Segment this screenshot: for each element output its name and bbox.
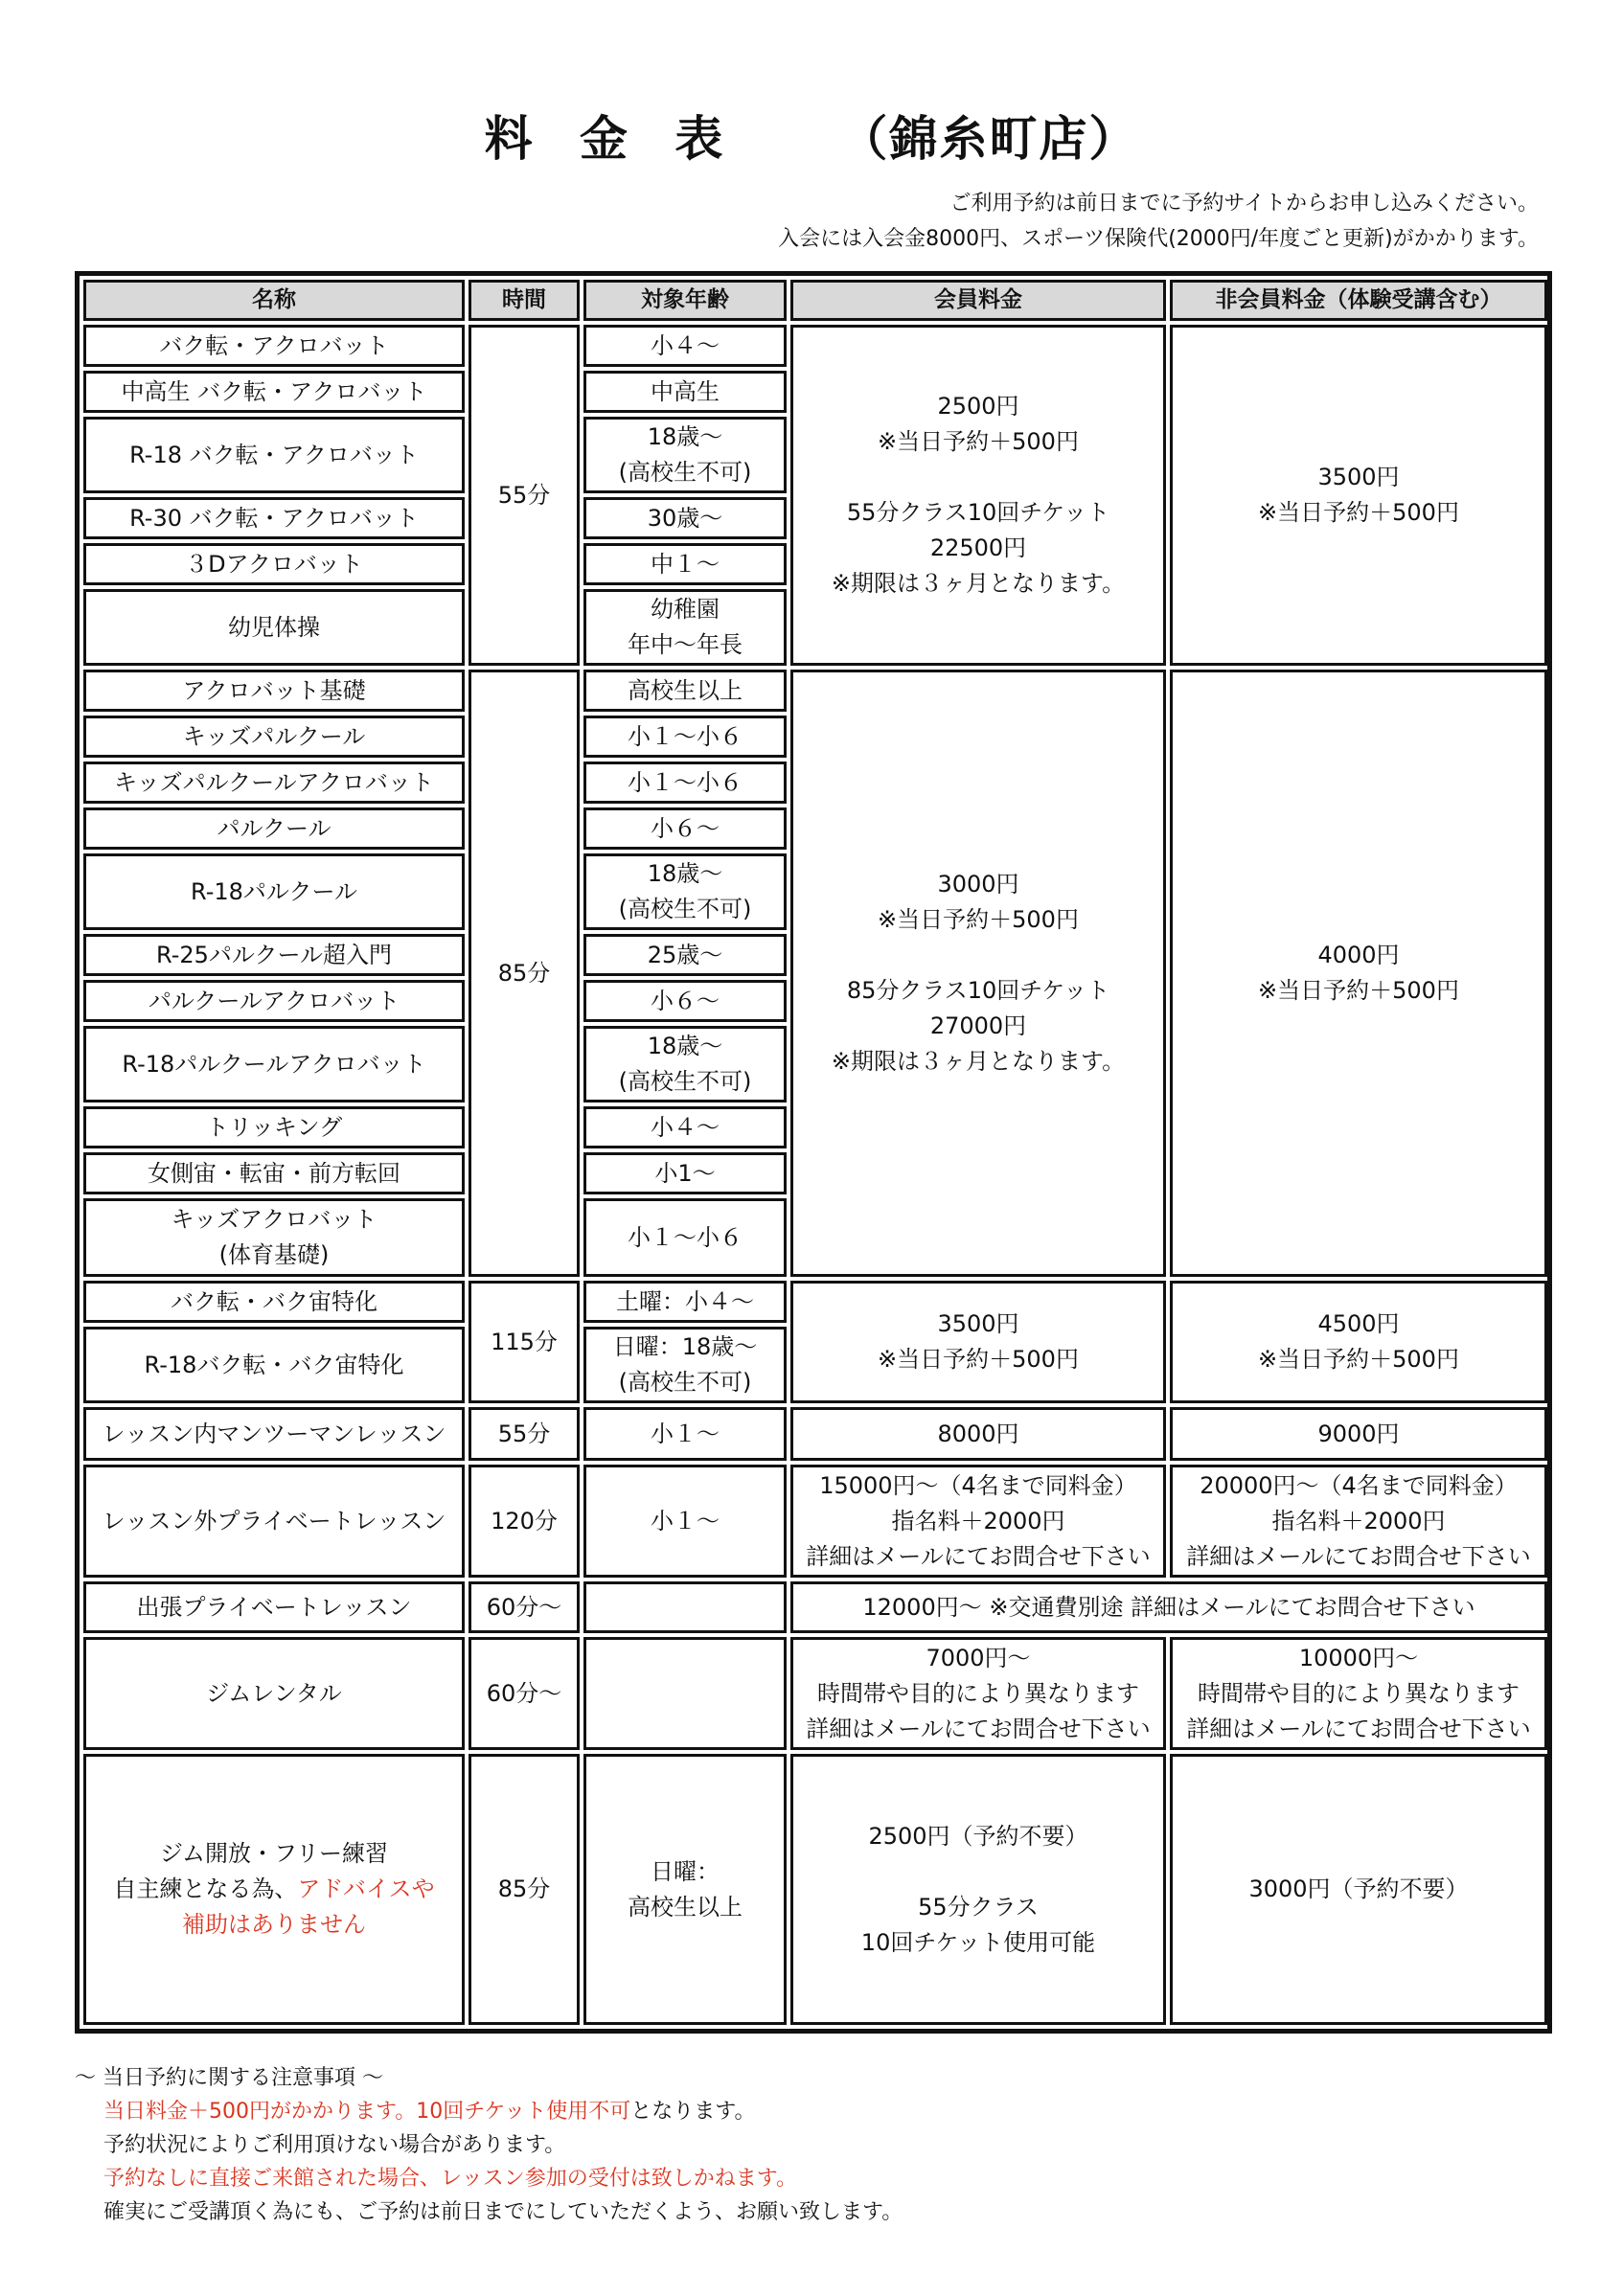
course-name: R-18バク転・バク宙特化	[83, 1327, 465, 1403]
course-age: 高校生以上	[583, 670, 787, 712]
admission-note: 入会には入会金8000円、スポーツ保険代(2000円/年度ごと更新)がかかります。	[778, 227, 1539, 251]
course-name: 幼児体操	[83, 589, 465, 666]
open-gym-title: ジム開放・フリー練習	[159, 1840, 389, 1867]
course-age: 18歳〜 (高校生不可)	[583, 417, 787, 493]
course-age: 小１〜小６	[583, 1198, 787, 1277]
nonmember-price: 3500円 ※当日予約＋500円	[1170, 325, 1547, 666]
course-name: ジムレンタル	[83, 1637, 465, 1750]
course-name: 中高生 バク転・アクロバット	[83, 371, 465, 413]
member-price: 2500円 ※当日予約＋500円 55分クラス10回チケット 22500円 ※期限は３ヶ月となります。	[790, 325, 1166, 666]
course-name: R-30 バク転・アクロバット	[83, 497, 465, 539]
course-age	[583, 1581, 787, 1633]
nonmember-price: 10000円〜 時間帯や目的により異なります 詳細はメールにてお問合せ下さい	[1170, 1637, 1547, 1750]
course-age: 幼稚園 年中〜年長	[583, 589, 787, 666]
course-age: 小６〜	[583, 807, 787, 850]
note-line-1: 当日料金＋500円がかかります。10回チケット使用不可となります。	[103, 2100, 756, 2124]
course-time: 85分	[469, 670, 580, 1277]
course-name: R-18 バク転・アクロバット	[83, 417, 465, 493]
header-time: 時間	[469, 280, 580, 321]
note-line-3: 予約なしに直接ご来館された場合、レッスン参加の受付は致しかねます。	[103, 2167, 798, 2191]
course-age	[583, 1637, 787, 1750]
member-price: 7000円〜 時間帯や目的により異なります 詳細はメールにてお問合せ下さい	[790, 1637, 1166, 1750]
course-name: トリッキング	[83, 1106, 465, 1148]
member-price: 8000円	[790, 1407, 1166, 1461]
course-age: 小１〜	[583, 1407, 787, 1461]
open-gym-note: 自主練となる為、アドバイスや	[113, 1875, 435, 1902]
table-row	[83, 1637, 1547, 1750]
course-name: アクロバット基礎	[83, 670, 465, 712]
course-age: 土曜：小４〜	[583, 1281, 787, 1323]
nonmember-price: 9000円	[1170, 1407, 1547, 1461]
course-age: 18歳〜 (高校生不可)	[583, 853, 787, 930]
table-row	[83, 1581, 1547, 1633]
course-name: バク転・アクロバット	[83, 325, 465, 367]
header-row	[83, 280, 1547, 321]
course-time: 60分〜	[469, 1637, 580, 1750]
table-row	[83, 1754, 1547, 2025]
course-age: 小１〜	[583, 1465, 787, 1578]
title-main: 料 金 表	[484, 111, 725, 167]
course-name	[83, 1754, 465, 2025]
nonmember-price: 4500円 ※当日予約＋500円	[1170, 1281, 1547, 1403]
course-name: 出張プライベートレッスン	[83, 1581, 465, 1633]
header-age: 対象年齢	[583, 280, 787, 321]
note-line-4: 確実にご受講頂く為にも、ご予約は前日までにしていただくよう、お願い致します。	[103, 2200, 903, 2224]
course-age: 中高生	[583, 371, 787, 413]
course-age: 小６〜	[583, 980, 787, 1022]
course-age: 日曜： 高校生以上	[583, 1754, 787, 2025]
course-name: R-18パルクール	[83, 853, 465, 930]
header-nonmember-price: 非会員料金（体験受講含む）	[1170, 280, 1547, 321]
course-name: パルクールアクロバット	[83, 980, 465, 1022]
course-name: キッズアクロバット (体育基礎)	[83, 1198, 465, 1277]
course-age: 小４〜	[583, 325, 787, 367]
table-row	[83, 1407, 1547, 1461]
course-name: 女側宙・転宙・前方転回	[83, 1152, 465, 1194]
course-name: レッスン内マンツーマンレッスン	[83, 1407, 465, 1461]
member-price: 3000円 ※当日予約＋500円 85分クラス10回チケット 27000円 ※期限は３ヶ月となります。	[790, 670, 1166, 1277]
course-name: キッズパルクール	[83, 716, 465, 758]
outreach-price: 12000円〜 ※交通費別途 詳細はメールにてお問合せ下さい	[790, 1581, 1547, 1633]
course-age: 25歳〜	[583, 934, 787, 976]
course-age: 日曜：18歳〜 (高校生不可)	[583, 1327, 787, 1403]
table-row	[83, 670, 1547, 712]
course-age: 18歳〜 (高校生不可)	[583, 1026, 787, 1103]
course-name: バク転・バク宙特化	[83, 1281, 465, 1323]
same-day-notes	[75, 2061, 903, 2229]
nonmember-price: 20000円〜（4名まで同料金） 指名料＋2000円 詳細はメールにてお問合せ下さい	[1170, 1465, 1547, 1578]
course-name: R-18パルクールアクロバット	[83, 1026, 465, 1103]
page-title	[0, 101, 1623, 170]
open-gym-warning-1: アドバイスや	[297, 1875, 435, 1902]
course-time: 120分	[469, 1465, 580, 1578]
table-row	[83, 325, 1547, 367]
course-time: 85分	[469, 1754, 580, 2025]
course-age: 小１〜小６	[583, 716, 787, 758]
course-age: 小４〜	[583, 1106, 787, 1148]
member-price: 3500円 ※当日予約＋500円	[790, 1281, 1166, 1403]
course-time: 55分	[469, 1407, 580, 1461]
course-name: パルクール	[83, 807, 465, 850]
course-age: 中１〜	[583, 543, 787, 585]
reservation-note: ご利用予約は前日までに予約サイトからお申し込みください。	[949, 192, 1539, 216]
course-name: R-25パルクール超入門	[83, 934, 465, 976]
table-row	[83, 1465, 1547, 1578]
open-gym-warning-2: 補助はありません	[182, 1911, 366, 1938]
header-member-price: 会員料金	[790, 280, 1166, 321]
member-price: 2500円（予約不要） 55分クラス 10回チケット使用可能	[790, 1754, 1166, 2025]
price-table	[80, 276, 1551, 2029]
course-age: 小１〜小６	[583, 762, 787, 804]
course-name: ３Dアクロバット	[83, 543, 465, 585]
nonmember-price: 4000円 ※当日予約＋500円	[1170, 670, 1547, 1277]
title-store: （錦糸町店）	[839, 111, 1139, 167]
course-time: 115分	[469, 1281, 580, 1403]
nonmember-price: 3000円（予約不要）	[1170, 1754, 1547, 2025]
note-line-2: 予約状況によりご利用頂けない場合があります。	[103, 2133, 566, 2157]
course-name: レッスン外プライベートレッスン	[83, 1465, 465, 1578]
course-time: 60分〜	[469, 1581, 580, 1633]
course-age: 小1〜	[583, 1152, 787, 1194]
course-age: 30歳〜	[583, 497, 787, 539]
course-time: 55分	[469, 325, 580, 666]
header-name: 名称	[83, 280, 465, 321]
table-row	[83, 1281, 1547, 1323]
course-name: キッズパルクールアクロバット	[83, 762, 465, 804]
notes-heading: 〜 当日予約に関する注意事項 〜	[75, 2066, 383, 2090]
member-price: 15000円〜（4名まで同料金） 指名料＋2000円 詳細はメールにてお問合せ下さい	[790, 1465, 1166, 1578]
